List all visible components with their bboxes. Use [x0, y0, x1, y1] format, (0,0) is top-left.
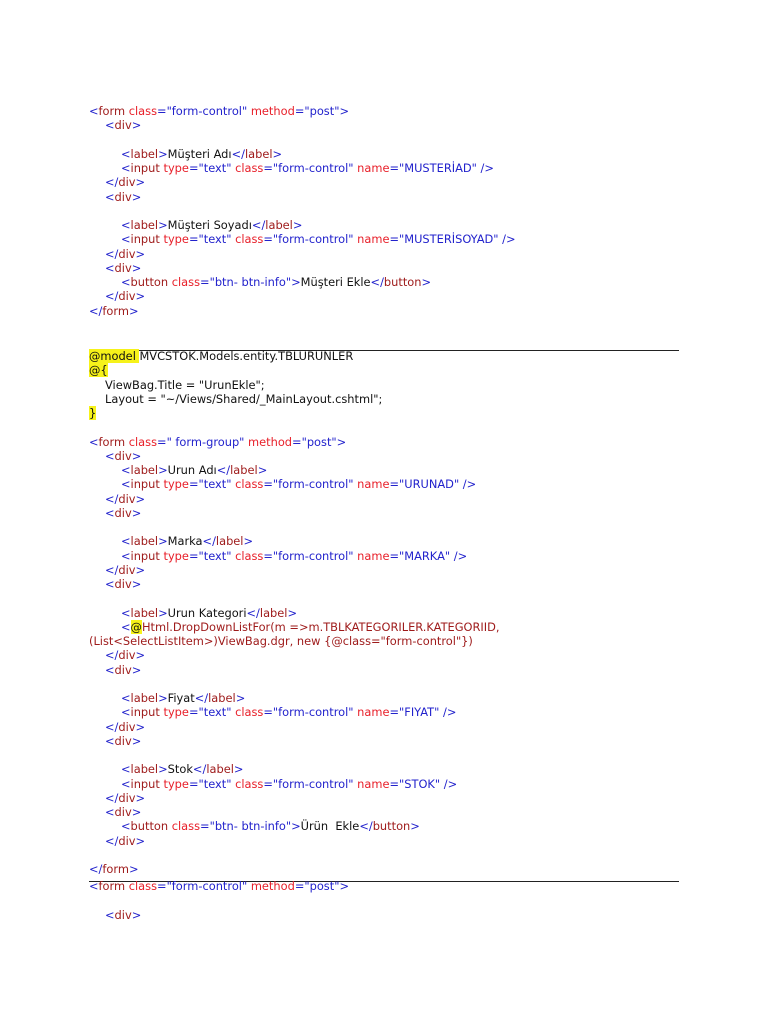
code-token: "form-control"	[272, 705, 354, 720]
code-token: input	[130, 477, 160, 492]
code-token: </	[216, 463, 231, 477]
code-line	[89, 534, 500, 548]
code-token: div	[114, 577, 132, 591]
code-token: class	[125, 104, 158, 118]
code-token: <	[105, 448, 115, 463]
code-token: >	[272, 146, 283, 161]
code-token: >	[131, 260, 142, 275]
code-token: label	[130, 534, 159, 549]
code-token: =	[200, 819, 210, 834]
code-token: @	[130, 619, 142, 634]
code-line	[89, 289, 516, 303]
code-line	[89, 720, 500, 734]
code-line	[89, 762, 500, 776]
code-token: type	[159, 232, 189, 247]
code-token: label	[208, 691, 236, 705]
code-token: =	[157, 434, 167, 449]
code-token: />	[450, 548, 468, 563]
code-token: "text"	[198, 477, 232, 492]
code-line	[89, 118, 516, 132]
code-token: "form-control"	[272, 161, 354, 175]
code-token: label	[130, 605, 159, 620]
code-line	[89, 506, 500, 520]
code-token: <	[121, 477, 131, 492]
code-token: =	[188, 161, 199, 175]
code-token: >	[135, 648, 146, 663]
code-token: >	[131, 189, 142, 204]
code-line	[89, 104, 516, 118]
code-line	[89, 175, 516, 189]
code-token: =	[294, 879, 305, 893]
code-token: button	[383, 275, 422, 289]
code-token: <	[105, 189, 115, 204]
code-token: =	[263, 548, 273, 563]
code-token: =	[389, 161, 400, 175]
code-token: button	[130, 275, 169, 289]
code-line	[89, 777, 500, 791]
code-token: <	[121, 232, 131, 247]
code-token: label	[130, 218, 159, 232]
code-token: <	[121, 534, 131, 549]
code-token: <	[121, 619, 131, 634]
code-token: </	[202, 534, 216, 549]
code-token: <	[105, 260, 115, 275]
code-token: label	[265, 218, 293, 232]
code-token: name	[353, 705, 390, 720]
code-token: >	[128, 862, 139, 876]
code-token: >	[233, 762, 244, 777]
code-token: label	[230, 463, 258, 477]
code-token: </	[89, 303, 103, 318]
code-token: >	[128, 303, 139, 318]
code-line	[89, 147, 516, 161]
code-token: >	[131, 118, 142, 133]
code-token: >	[257, 463, 268, 477]
code-token: </	[105, 246, 119, 261]
code-token: label	[130, 463, 159, 477]
code-token: "form-control"	[166, 104, 248, 118]
code-token: div	[114, 189, 132, 204]
code-token: <	[121, 819, 131, 834]
code-token: Urun Adı	[167, 463, 217, 477]
code-token: </	[105, 790, 119, 805]
code-token: "post"	[304, 104, 340, 118]
code-token: <	[121, 146, 131, 161]
code-token: button	[372, 819, 411, 834]
code-block-urun-ekle-view	[89, 349, 500, 876]
code-token: name	[353, 477, 390, 492]
code-line	[89, 691, 500, 705]
code-token: >	[131, 907, 142, 922]
code-token: input	[130, 705, 160, 720]
code-line	[89, 261, 516, 275]
code-token: class	[168, 275, 201, 289]
code-line	[89, 492, 500, 506]
code-token: >	[135, 719, 146, 734]
code-token: >	[131, 662, 142, 677]
code-token: </	[105, 175, 119, 190]
code-line	[89, 648, 500, 662]
code-token: div	[114, 907, 132, 922]
code-line	[89, 218, 516, 232]
code-line	[89, 161, 516, 175]
code-line	[89, 563, 500, 577]
code-token: type	[159, 477, 189, 492]
code-token: />	[459, 477, 477, 492]
code-token: type	[159, 705, 189, 720]
code-token: class	[231, 548, 264, 563]
code-token: </	[105, 491, 119, 506]
code-token: >	[131, 448, 142, 463]
code-token: name	[353, 161, 390, 175]
code-token: =	[292, 434, 302, 449]
code-line	[89, 577, 500, 591]
code-token: >	[287, 605, 298, 620]
code-token: =	[389, 548, 400, 563]
code-token: Marka	[167, 534, 203, 549]
code-token: method	[247, 879, 295, 893]
code-line	[89, 734, 500, 748]
code-token: />	[440, 776, 458, 791]
code-token: class	[231, 161, 264, 175]
code-token: >	[339, 879, 349, 893]
code-line	[89, 392, 500, 406]
code-token: name	[353, 776, 390, 791]
code-token: =	[294, 104, 305, 118]
code-token: div	[118, 790, 136, 805]
code-token: />	[498, 232, 516, 247]
code-token: <	[121, 605, 131, 620]
code-token: =	[263, 477, 273, 492]
code-token: div	[118, 833, 136, 848]
code-token: "URUNAD"	[399, 477, 460, 492]
code-token: "form-control"	[272, 548, 354, 563]
code-token: </	[231, 146, 245, 161]
code-token: label	[244, 146, 273, 161]
code-line	[89, 805, 500, 819]
code-token: =	[188, 705, 199, 720]
code-line	[89, 834, 500, 848]
code-token: <	[105, 118, 115, 133]
code-token: "FIYAT"	[399, 705, 440, 720]
code-token: </	[105, 289, 119, 304]
code-token: type	[159, 161, 189, 175]
code-token: name	[353, 548, 390, 563]
code-token: >	[135, 833, 146, 848]
code-line	[89, 520, 500, 534]
code-token: "form-control"	[272, 232, 354, 247]
code-token: <	[105, 805, 115, 819]
code-token: "form-control"	[272, 477, 354, 492]
code-token: <	[121, 705, 131, 720]
code-token: "text"	[198, 161, 232, 175]
code-token: div	[118, 562, 136, 577]
code-token: name	[353, 232, 390, 247]
code-token: >	[291, 819, 301, 834]
code-token: div	[114, 505, 132, 520]
code-token: =	[263, 161, 273, 175]
code-token: =	[188, 776, 199, 791]
code-token: <	[121, 691, 131, 705]
code-token: >	[135, 246, 146, 261]
code-token: label	[215, 534, 244, 549]
code-token: class	[168, 819, 201, 834]
code-token: >	[131, 577, 142, 591]
code-line	[89, 748, 500, 762]
code-token: input	[130, 161, 160, 175]
code-token: form	[102, 303, 129, 318]
code-token: Müşteri Ekle	[300, 275, 371, 289]
code-token: </	[192, 762, 207, 777]
code-token: >	[339, 104, 349, 118]
code-token: =	[157, 879, 167, 893]
code-token: >	[131, 505, 142, 520]
code-line	[89, 819, 500, 833]
code-token: (List<SelectListItem>)ViewBag.dgr, new {@class="form-control"})	[89, 634, 473, 648]
code-token: >	[135, 790, 146, 805]
code-token: "MUSTERİAD"	[399, 161, 477, 175]
code-token: >	[421, 275, 432, 289]
code-token: >	[235, 691, 246, 705]
code-token: "MUSTERİSOYAD"	[399, 232, 499, 247]
code-token: Müşteri Adı	[167, 146, 232, 161]
code-token: =	[263, 232, 273, 247]
code-token: class	[231, 232, 264, 247]
code-token: >	[158, 146, 168, 161]
code-token: />	[439, 705, 457, 720]
code-token: >	[158, 762, 168, 777]
code-token: <	[121, 463, 131, 477]
code-token: >	[292, 218, 303, 232]
code-token: >	[243, 534, 254, 549]
code-token: <	[105, 662, 115, 677]
code-line	[89, 420, 500, 434]
code-token: =	[389, 705, 400, 720]
code-token: <	[121, 776, 131, 791]
code-line	[89, 435, 500, 449]
code-token: form	[98, 879, 126, 893]
code-token: =	[157, 104, 167, 118]
code-token: Müşteri Soyadı	[167, 218, 252, 232]
code-token: class	[231, 705, 264, 720]
code-line	[89, 620, 500, 634]
code-token: class	[125, 434, 158, 449]
code-token: button	[130, 819, 169, 834]
code-token: "post"	[304, 879, 340, 893]
code-token: =	[200, 275, 210, 289]
code-token: </	[359, 819, 373, 834]
code-line	[89, 190, 516, 204]
code-line	[89, 463, 500, 477]
code-token: @model	[89, 349, 140, 363]
code-token: label	[130, 762, 159, 777]
code-token: form	[98, 434, 126, 449]
code-line	[89, 848, 500, 862]
code-token: </	[194, 691, 209, 705]
code-line	[89, 677, 500, 691]
code-token: =	[389, 232, 400, 247]
code-token: >	[158, 218, 168, 232]
code-token: >	[158, 605, 168, 620]
code-token: </	[105, 833, 119, 848]
code-token: </	[105, 719, 119, 734]
code-token: "post"	[301, 434, 337, 449]
code-line	[89, 247, 516, 261]
code-token: MVCSTOK.Models.entity.TBLURUNLER	[139, 349, 354, 363]
code-token: method	[247, 104, 295, 118]
code-token: "text"	[198, 232, 232, 247]
code-token: Ürün Ekle	[300, 819, 360, 834]
code-token: =	[188, 232, 199, 247]
code-token: input	[130, 776, 160, 791]
code-token: form	[98, 104, 126, 118]
code-token: "text"	[198, 705, 232, 720]
code-token: Fiyat	[167, 691, 195, 705]
code-token: </	[251, 218, 266, 232]
code-token: </	[89, 862, 103, 876]
code-token: >	[135, 289, 146, 304]
code-token: >	[135, 175, 146, 190]
code-token: <	[121, 762, 131, 777]
code-token: "form-control"	[272, 776, 354, 791]
code-token: class	[231, 776, 264, 791]
code-token: div	[114, 805, 132, 819]
code-line	[89, 449, 500, 463]
code-line	[89, 232, 516, 246]
code-token: div	[118, 719, 136, 734]
code-token: <	[121, 218, 131, 232]
code-block-musteri-form	[89, 104, 516, 318]
code-token: >	[131, 805, 142, 819]
code-line	[89, 477, 500, 491]
code-token: div	[118, 648, 136, 663]
code-line	[89, 133, 516, 147]
code-token: label	[130, 146, 159, 161]
code-token: div	[118, 289, 136, 304]
code-token: div	[114, 260, 132, 275]
code-line	[89, 908, 349, 922]
code-token: >	[135, 562, 146, 577]
code-token: >	[135, 491, 146, 506]
code-token: " form-group"	[166, 434, 245, 449]
code-token: >	[158, 463, 168, 477]
code-token: Html.DropDownListFor(m =>m.TBLKATEGORILER.KATEGORIID,	[141, 619, 500, 634]
code-token: <	[121, 548, 131, 563]
code-token: <	[105, 505, 115, 520]
code-token: <	[105, 733, 115, 748]
code-line	[89, 304, 516, 318]
code-token: "btn- btn-info"	[209, 275, 292, 289]
code-token: =	[389, 477, 400, 492]
code-line	[89, 663, 500, 677]
code-token: =	[188, 477, 199, 492]
code-line	[89, 406, 500, 420]
code-token: <	[89, 434, 99, 449]
code-token: div	[114, 662, 132, 677]
code-token: div	[118, 246, 136, 261]
code-token: </	[105, 562, 119, 577]
code-token: =	[389, 776, 400, 791]
code-token: "text"	[198, 548, 232, 563]
code-token: "STOK"	[399, 776, 441, 791]
code-token: form	[102, 862, 129, 876]
code-line	[89, 791, 500, 805]
code-token: input	[130, 548, 160, 563]
code-token: </	[105, 648, 119, 663]
code-line	[89, 606, 500, 620]
code-line	[89, 275, 516, 289]
code-token: div	[118, 491, 136, 506]
code-token: >	[336, 434, 347, 449]
code-token: />	[476, 161, 494, 175]
code-line	[89, 378, 500, 392]
code-token: =	[188, 548, 199, 563]
code-line	[89, 363, 500, 377]
code-token: method	[244, 434, 293, 449]
code-token: "MARKA"	[399, 548, 451, 563]
code-line	[89, 862, 500, 876]
code-token: type	[159, 548, 189, 563]
code-token: type	[159, 776, 189, 791]
code-token: class	[231, 477, 264, 492]
code-token: </	[370, 275, 384, 289]
code-token: <	[105, 577, 115, 591]
code-token: label	[130, 691, 159, 705]
code-token: <	[89, 879, 99, 893]
code-token: input	[130, 232, 160, 247]
code-token: div	[114, 448, 132, 463]
code-token: =	[263, 776, 273, 791]
code-token: <	[121, 161, 131, 175]
code-token: div	[114, 118, 132, 133]
code-token: >	[158, 691, 168, 705]
code-token: >	[291, 275, 301, 289]
code-token: Layout = "~/Views/Shared/_MainLayout.cshtml";	[105, 391, 383, 406]
code-token: div	[114, 733, 132, 748]
code-token: label	[206, 762, 234, 777]
code-line	[89, 349, 500, 363]
code-line	[89, 591, 500, 605]
code-token: </	[246, 605, 260, 620]
code-line	[89, 204, 516, 218]
code-line	[89, 893, 349, 907]
code-token: @{	[89, 363, 108, 378]
code-token: <	[121, 275, 131, 289]
code-block-form-start	[89, 879, 349, 922]
code-token: "btn- btn-info"	[209, 819, 292, 834]
code-token: label	[259, 605, 288, 620]
code-token: <	[105, 907, 115, 922]
code-token: }	[89, 406, 97, 420]
code-token: "text"	[198, 776, 232, 791]
code-token: Urun Kategori	[167, 605, 247, 620]
code-line	[89, 634, 500, 648]
code-token: ViewBag.Title = "UrunEkle";	[105, 377, 265, 392]
code-token: >	[158, 534, 168, 549]
code-token: >	[131, 733, 142, 748]
code-token: "form-control"	[166, 879, 248, 893]
code-line	[89, 549, 500, 563]
code-token: Stok	[167, 762, 193, 777]
code-token: class	[125, 879, 158, 893]
code-line	[89, 705, 500, 719]
code-token: <	[89, 104, 99, 118]
code-token: =	[263, 705, 273, 720]
code-token: div	[118, 175, 136, 190]
code-line	[89, 879, 349, 893]
code-token: >	[410, 819, 420, 834]
